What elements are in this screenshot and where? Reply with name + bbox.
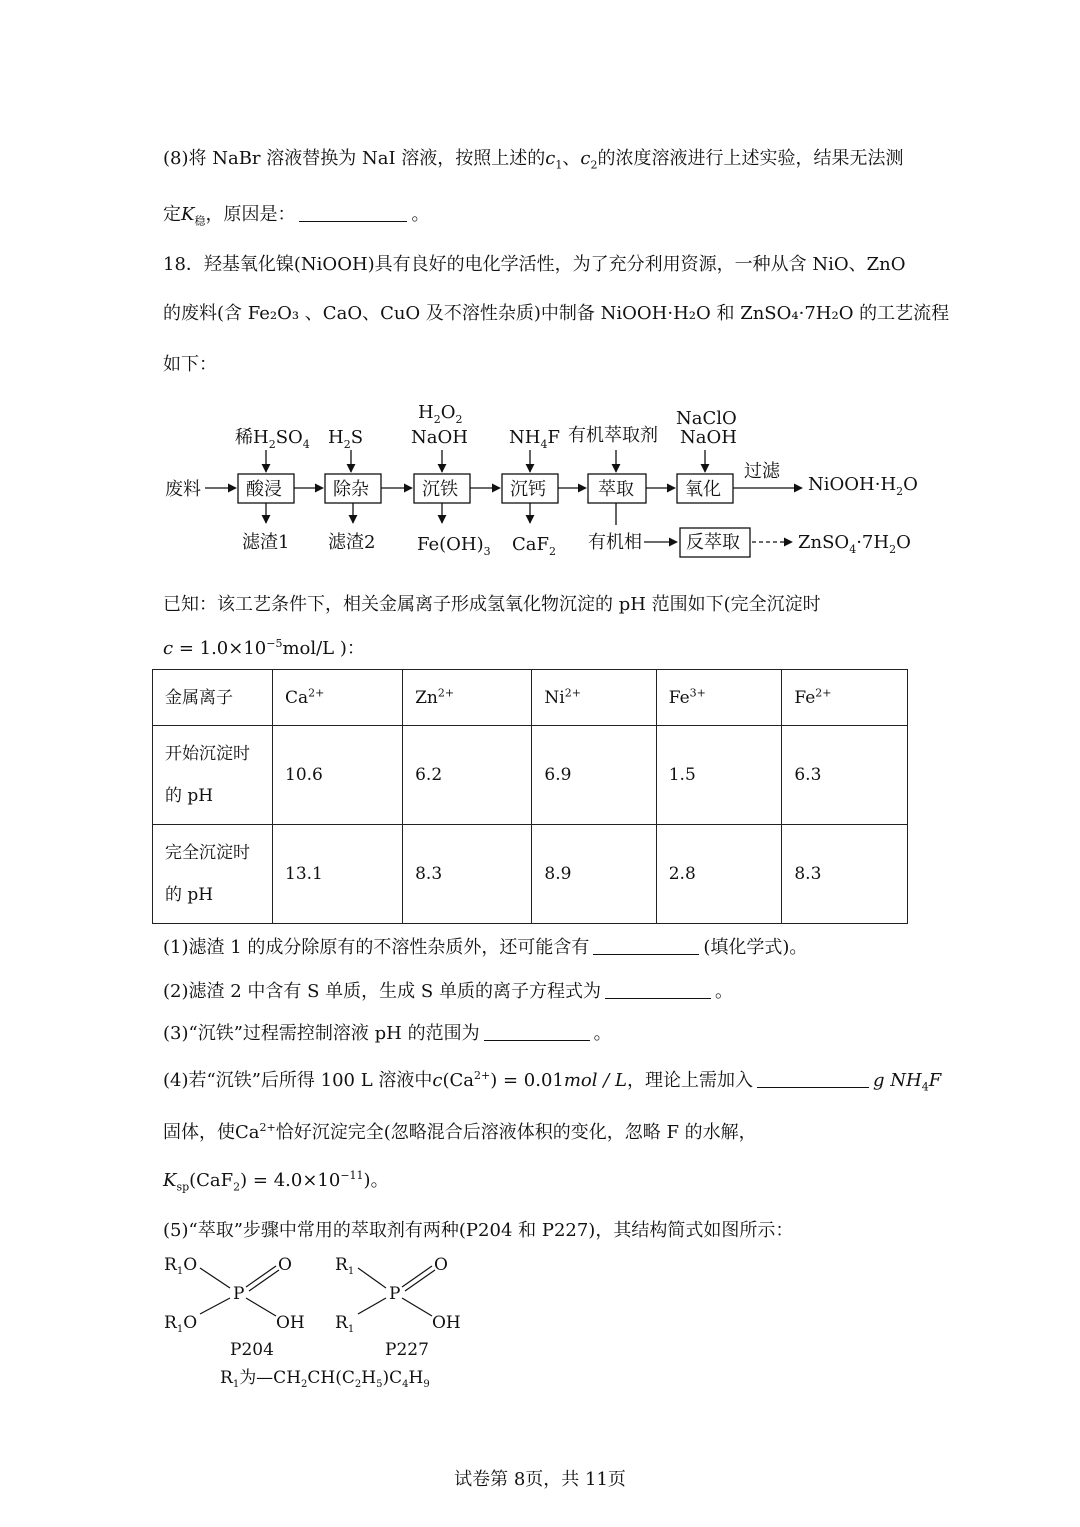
p204-label: P204 <box>230 1340 274 1360</box>
reagent-nh4f: $NH_4F$ <box>509 427 560 451</box>
process-flow-diagram <box>160 395 930 570</box>
subq-5: (5)“萃取”步骤中常用的萃取剂有两种(P204 和 P227)，其结构简式如图所示： <box>163 1220 794 1241</box>
q18-intro-2: 的废料(含 Fe₂O₃ 、CaO、CuO 及不溶性杂质)中制备 NiOOH·H₂O 和 ZnSO₄·7H₂O 的工艺流程 <box>163 303 950 324</box>
subq-1: (1)滤渣 1 的成分除原有的不溶性杂质外，还可能含有 (填化学式)。 <box>163 937 808 958</box>
p227-oxygen: O <box>434 1255 448 1275</box>
q8-line-2: 定$K_稳$，原因是： 。 <box>163 204 430 228</box>
table-header-cell: $Fe^{3+}$ <box>656 670 782 726</box>
p227-phosphorus: P <box>389 1284 401 1304</box>
p204-r1o-bottom: $R_1O$ <box>164 1313 198 1335</box>
reagent-naclo: NaClO <box>676 408 737 429</box>
subq-2: (2)滤渣 2 中含有 S 单质，生成 S 单质的离子方程式为 。 <box>163 981 733 1002</box>
step-oxidation: 氧化 <box>685 479 721 500</box>
p227-r1-top: $R_1$ <box>335 1255 355 1277</box>
residue-2: 滤渣2 <box>328 532 376 553</box>
reagent-h2s: $H_2S$ <box>328 427 364 451</box>
table-header-cell: $Zn^{2+}$ <box>403 670 532 726</box>
q18-intro-1: 18．羟基氧化镍(NiOOH)具有良好的电化学活性，为了充分利用资源，一种从含 NiO、ZnO <box>163 254 906 275</box>
p204-oxygen: O <box>278 1255 292 1275</box>
q8-line-1: (8)将 NaBr 溶液替换为 NaI 溶液，按照上述的$c_1$、$c_2$的浓度溶液进行上述实验，结果无法测 <box>163 148 904 172</box>
table-row <box>153 825 908 924</box>
table-cell: 8.3 <box>403 825 532 924</box>
known-line-2: $c = 1.0\times 10^{-5}mol/L$ )： <box>163 637 365 659</box>
table-cell: 2.8 <box>656 825 782 924</box>
table-header-cell: $Ni^{2+}$ <box>532 670 656 726</box>
subq-3: (3)“沉铁”过程需控制溶液 pH 的范围为 。 <box>163 1023 612 1044</box>
p227-r1-bottom: $R_1$ <box>335 1313 355 1335</box>
extractant-structures <box>160 1250 480 1395</box>
table-header-cell: $Fe^{2+}$ <box>782 670 908 726</box>
feed-label: 废料 <box>165 479 201 500</box>
step-extraction: 萃取 <box>598 479 634 500</box>
table-cell: 8.9 <box>532 825 656 924</box>
subq-4-line-3: $K_{sp}(CaF_2) = 4.0\times 10^{-11}$)。 <box>163 1169 389 1194</box>
table-cell: 6.9 <box>532 726 656 825</box>
table-row <box>153 726 908 825</box>
answer-blank-1[interactable] <box>593 936 699 955</box>
p204-hydroxyl: OH <box>276 1313 305 1333</box>
page-footer: 试卷第 8页，共 11页 <box>454 1469 626 1490</box>
answer-blank-4[interactable] <box>757 1069 869 1088</box>
subq-4-line-1: (4)若“沉铁”后所得 100 L 溶液中$c(Ca^{2+}) = 0.01mol / L$，理论上需加入 g $NH_4F$ <box>163 1069 942 1094</box>
step-iron-precipitation: 沉铁 <box>422 479 458 500</box>
product-niooh: $NiOOH\cdot H_2O$ <box>808 474 918 498</box>
residue-caf2: CaF$_2$ <box>512 534 556 558</box>
residue-feoh3: $Fe(OH)_3$ <box>417 534 491 558</box>
r1-definition: $R_1$为$—CH_2CH(C_2H_5)C_4H_9$ <box>220 1368 430 1390</box>
table-row-label: 开始沉淀时 的 pH <box>153 726 273 825</box>
answer-blank-2[interactable] <box>605 980 711 999</box>
residue-1: 滤渣1 <box>242 532 290 553</box>
reagent-naoh-2: NaOH <box>680 427 737 448</box>
subq-4-line-2: 固体，使$Ca^{2+}$恰好沉淀完全(忽略混合后溶液体积的变化，忽略 F 的水解， <box>163 1121 757 1143</box>
reagent-h2so4: 稀$H_2SO_4$ <box>235 427 310 451</box>
table-cell: 13.1 <box>273 825 403 924</box>
reagent-extractant: 有机萃取剂 <box>568 425 658 446</box>
table-cell: 1.5 <box>656 726 782 825</box>
product-znso4: $ZnSO_4\cdot 7H_2O$ <box>798 532 911 556</box>
p204-phosphorus: P <box>233 1284 245 1304</box>
step-acid-leach: 酸浸 <box>246 479 282 500</box>
table-header-row <box>153 670 908 726</box>
reagent-naoh: NaOH <box>411 427 468 448</box>
p204-r1o-top: $R_1O$ <box>164 1255 198 1277</box>
table-header-cell: $Ca^{2+}$ <box>273 670 403 726</box>
reagent-h2o2: $H_2O_2$ <box>418 402 463 426</box>
ph-table <box>152 669 908 924</box>
p227-label: P227 <box>385 1340 429 1360</box>
organic-phase: 有机相 <box>588 532 642 553</box>
table-cell: 10.6 <box>273 726 403 825</box>
answer-blank-q8[interactable] <box>299 203 407 222</box>
step-impurity-removal: 除杂 <box>333 479 369 500</box>
p227-hydroxyl: OH <box>432 1313 461 1333</box>
step-back-extraction: 反萃取 <box>686 532 740 553</box>
filter-label: 过滤 <box>744 461 780 482</box>
table-cell: 8.3 <box>782 825 908 924</box>
table-cell: 6.2 <box>403 726 532 825</box>
answer-blank-3[interactable] <box>484 1022 590 1041</box>
q18-intro-3: 如下： <box>163 354 217 375</box>
table-row-label: 完全沉淀时 的 pH <box>153 825 273 924</box>
table-header-label: 金属离子 <box>153 670 273 726</box>
step-calcium-precipitation: 沉钙 <box>510 479 546 500</box>
table-cell: 6.3 <box>782 726 908 825</box>
known-line-1: 已知：该工艺条件下，相关金属离子形成氢氧化物沉淀的 pH 范围如下(完全沉淀时 <box>163 594 821 615</box>
